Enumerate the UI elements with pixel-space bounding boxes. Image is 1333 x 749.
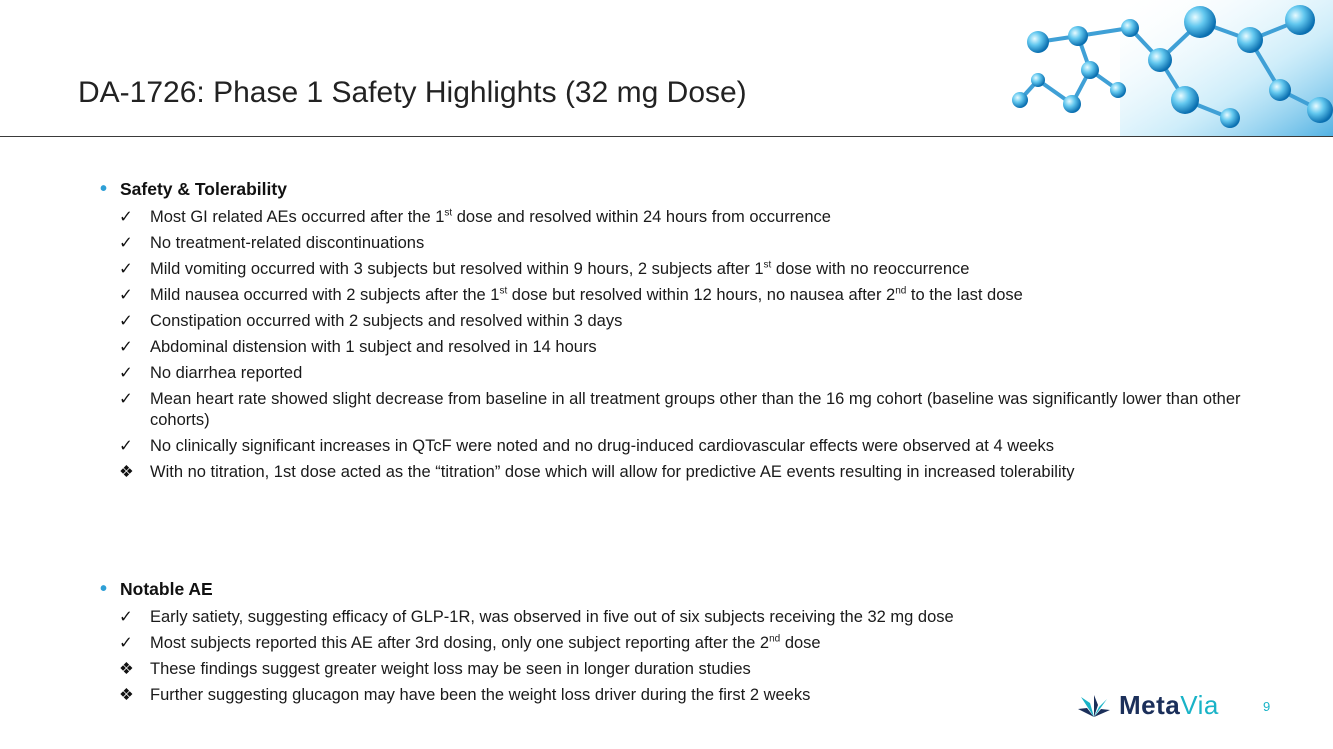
section-1 bbox=[100, 576, 954, 711]
list-item bbox=[100, 285, 1270, 306]
list-item bbox=[100, 233, 1270, 254]
section-heading bbox=[100, 576, 954, 602]
list-item-text bbox=[150, 633, 821, 654]
bullet-list bbox=[100, 207, 1270, 483]
metavia-logo bbox=[1077, 690, 1219, 721]
list-item bbox=[100, 633, 954, 654]
list-item bbox=[100, 337, 1270, 358]
logo-wordmark bbox=[1119, 690, 1219, 721]
text-run: Abdominal distension with 1 subject and resolved in 14 hours bbox=[150, 338, 597, 356]
text-run: Mild vomiting occurred with 3 subjects but resolved within 9 hours, 2 subjects after 1 bbox=[150, 260, 764, 278]
ordinal-suffix: nd bbox=[769, 633, 781, 645]
list-item bbox=[100, 363, 1270, 384]
bullet-list bbox=[100, 607, 954, 706]
checkmark-icon: ✓ bbox=[119, 234, 133, 252]
ordinal-suffix: st bbox=[444, 207, 453, 219]
ordinal-suffix: st bbox=[763, 259, 772, 271]
text-run: dose but resolved within 12 hours, no nausea after 2 bbox=[507, 286, 896, 304]
list-item-text bbox=[150, 363, 302, 384]
checkmark-icon: ✓ bbox=[119, 338, 133, 356]
list-item-text bbox=[150, 285, 1023, 306]
text-run: dose and resolved within 24 hours from occurrence bbox=[452, 208, 831, 226]
section-heading-text: Notable AE bbox=[120, 578, 213, 599]
checkmark-icon: ✓ bbox=[119, 364, 133, 382]
text-run: No treatment-related discontinuations bbox=[150, 234, 425, 252]
text-run: Mean heart rate showed slight decrease from baseline in all treatment groups other than the 16 mg cohort (baseline was significantly lower than other cohorts) bbox=[150, 390, 1241, 429]
list-item-text bbox=[150, 311, 622, 332]
checkmark-icon: ✓ bbox=[119, 260, 133, 278]
list-item-text bbox=[150, 659, 751, 680]
bullet-icon: • bbox=[100, 577, 108, 600]
list-item-text bbox=[150, 337, 597, 358]
list-item-text bbox=[150, 207, 831, 228]
text-run: Early satiety, suggesting efficacy of GLP-1R, was observed in five out of six subjects receiving the 32 mg dose bbox=[150, 608, 954, 626]
list-item-text bbox=[150, 233, 424, 254]
ordinal-suffix: st bbox=[499, 285, 508, 297]
bullet-icon: • bbox=[100, 177, 108, 200]
section-heading bbox=[100, 176, 1270, 202]
ordinal-suffix: nd bbox=[895, 285, 907, 297]
slide-title: DA-1726: Phase 1 Safety Highlights (32 mg Dose) bbox=[78, 76, 747, 109]
title-divider bbox=[0, 136, 1333, 137]
list-item-text bbox=[150, 389, 1270, 431]
text-run: dose bbox=[780, 634, 821, 652]
text-run: With no titration, 1st dose acted as the “titration” dose which will allow for predictive AE events resulting in increased tolerability bbox=[150, 463, 1075, 481]
checkmark-icon: ✓ bbox=[119, 286, 133, 304]
list-item bbox=[100, 311, 1270, 332]
diamond-bullet-icon: ❖ bbox=[119, 463, 134, 481]
checkmark-icon: ✓ bbox=[119, 437, 133, 455]
list-item bbox=[100, 659, 954, 680]
list-item bbox=[100, 207, 1270, 228]
list-item-text bbox=[150, 259, 969, 280]
text-run: Constipation occurred with 2 subjects and resolved within 3 days bbox=[150, 312, 623, 330]
checkmark-icon: ✓ bbox=[119, 634, 133, 652]
checkmark-icon: ✓ bbox=[119, 208, 133, 226]
text-run: dose with no reoccurrence bbox=[771, 260, 970, 278]
molecule-image bbox=[1000, 0, 1333, 136]
list-item bbox=[100, 607, 954, 628]
checkmark-icon: ✓ bbox=[119, 390, 133, 408]
list-item bbox=[100, 259, 1270, 280]
section-heading-text: Safety & Tolerability bbox=[120, 178, 287, 199]
list-item bbox=[100, 436, 1270, 457]
logo-wordmark-via: Via bbox=[1180, 690, 1219, 720]
list-item bbox=[100, 685, 954, 706]
text-run: No diarrhea reported bbox=[150, 364, 303, 382]
text-run: to the last dose bbox=[906, 286, 1023, 304]
list-item-text bbox=[150, 436, 1054, 457]
logo-wordmark-meta: Meta bbox=[1119, 690, 1181, 720]
list-item bbox=[100, 389, 1270, 431]
list-item-text bbox=[150, 685, 810, 706]
checkmark-icon: ✓ bbox=[119, 312, 133, 330]
diamond-bullet-icon: ❖ bbox=[119, 686, 134, 704]
diamond-bullet-icon: ❖ bbox=[119, 660, 134, 678]
checkmark-icon: ✓ bbox=[119, 608, 133, 626]
metavia-mark-icon bbox=[1077, 693, 1111, 719]
text-run: Most subjects reported this AE after 3rd dosing, only one subject reporting after the 2 bbox=[150, 634, 770, 652]
list-item bbox=[100, 462, 1270, 483]
list-item-text bbox=[150, 462, 1074, 483]
list-item-text bbox=[150, 607, 954, 628]
text-run: Mild nausea occurred with 2 subjects after the 1 bbox=[150, 286, 500, 304]
text-run: No clinically significant increases in QTcF were noted and no drug-induced cardiovascular effects were observed at 4 weeks bbox=[150, 437, 1054, 455]
text-run: These findings suggest greater weight loss may be seen in longer duration studies bbox=[150, 660, 751, 678]
section-0 bbox=[100, 176, 1270, 488]
text-run: Further suggesting glucagon may have been the weight loss driver during the first 2 weeks bbox=[150, 686, 811, 704]
page-number: 9 bbox=[1263, 699, 1271, 714]
text-run: Most GI related AEs occurred after the 1 bbox=[150, 208, 445, 226]
